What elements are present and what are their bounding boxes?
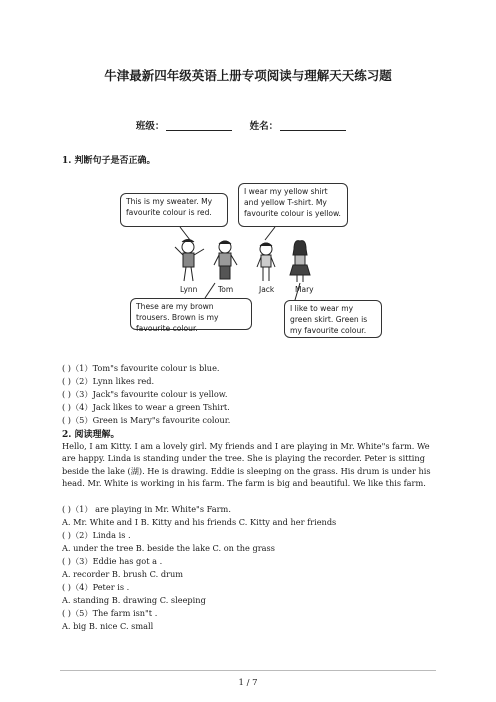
reading-passage: Hello, I am Kitty. I am a lovely girl. My friends and I are playing in Mr. White"s farm. We are happy. Linda is standing under the tree. She is playing the recorder. Peter is sitting beside the lake (湖). He is drawing. Eddie is sleeping on the grass. His drum is under his head. Mr. White is working in his farm. The farm is big and beautiful. We like this farm. [62,441,431,488]
s2-q1-options: A. Mr. White and I B. Kitty and his friends C. Kitty and her friends [62,517,337,527]
s1-item-3: ( )（3）Jack"s favourite colour is yellow. [62,389,228,399]
name-tom: Tom [218,285,234,294]
s1-item-2: ( )（2）Lynn likes red. [62,376,155,386]
bubble-jack: I wear my yellow shirt and yellow T-shirt. My favourite colour is yellow. [238,183,348,227]
page-number: 1 / 7 [238,678,258,688]
bubble-mary: I like to wear my green skirt. Green is my favourite colour. [284,300,382,338]
name-mary: Mary [295,285,314,294]
s1-item-5: ( )（5）Green is Mary"s favourite colour. [62,415,231,425]
name-blank [280,120,346,131]
s2-q5-options: A. big B. nice C. small [62,621,154,631]
page-title: 牛津最新四年级英语上册专项阅读与理解天天练习题 [104,68,392,83]
section1-heading: 1. 判断句子是否正确。 [62,156,156,166]
s1-item-1: ( )（1）Tom"s favourite colour is blue. [62,363,220,373]
s2-q3-options: A. recorder B. brush C. drum [62,569,184,579]
name-jack: Jack [259,285,275,294]
name-label: 姓名： [249,121,279,132]
name-lynn: Lynn [180,285,198,294]
footer-rule [60,670,436,671]
s2-q3: ( )（3）Eddie has got a . [62,556,163,566]
s2-q4-options: A. standing B. drawing C. sleeping [62,595,206,605]
s2-q4: ( )（4）Peter is . [62,582,130,592]
class-label: 班级： [135,121,165,132]
s1-item-4: ( )（4）Jack likes to wear a green Tshirt. [62,402,230,412]
section2-heading: 2. 阅读理解。 [62,430,120,440]
bubble-tom: These are my brown trousers. Brown is my favourite colour. [130,298,252,330]
class-blank [166,120,232,131]
s2-q2: ( )（2）Linda is . [62,530,131,540]
s2-q1: ( )（1） are playing in Mr. White"s Farm. [62,504,231,514]
s2-q5: ( )（5）The farm isn"t . [62,608,158,618]
student-info [0,118,496,132]
bubble-lynn: This is my sweater. My favourite colour is red. [120,193,228,227]
s2-q2-options: A. under the tree B. beside the lake C. on the grass [62,543,275,553]
